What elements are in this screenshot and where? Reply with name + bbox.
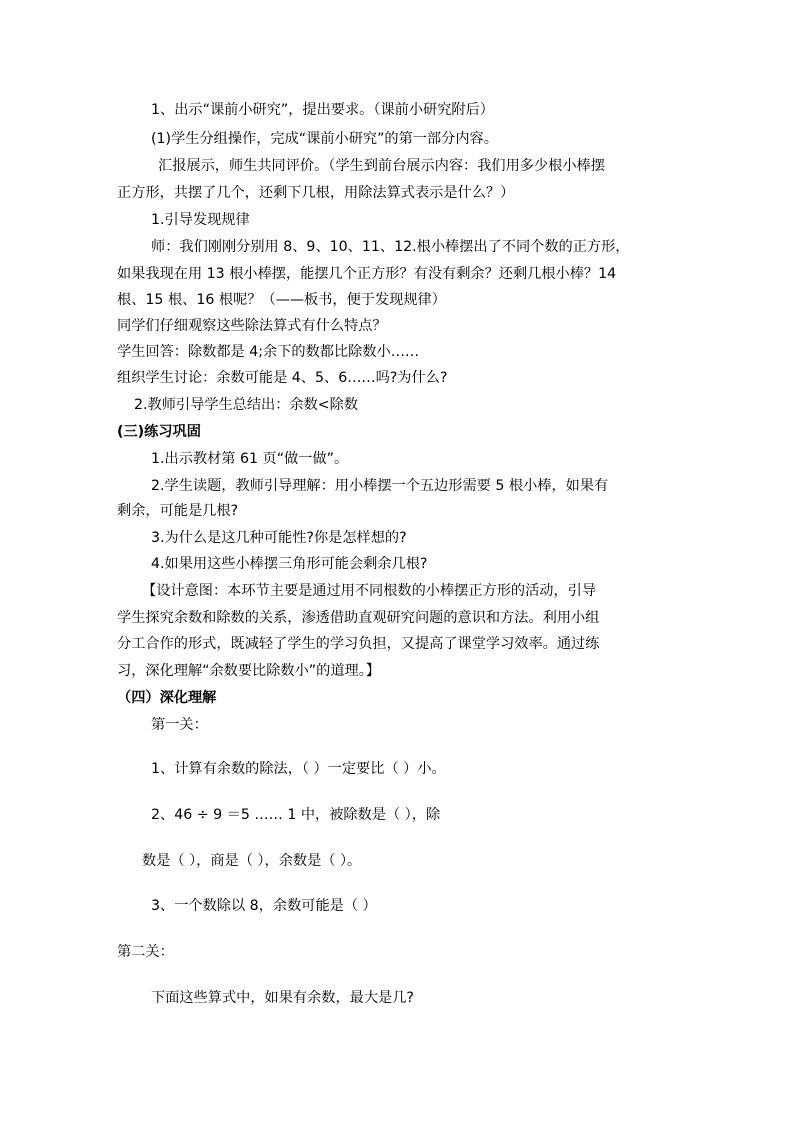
text-line: 师：我们刚刚分别用 8、9、10、11、12.根小棒摆出了不同个数的正方形， — [151, 239, 630, 255]
text-line: 1.引导发现规律 — [151, 212, 250, 228]
text-line: 第一关： — [151, 717, 208, 733]
section-heading: (三)练习巩固 — [117, 424, 201, 440]
section-heading: （四）深化理解 — [117, 690, 217, 706]
text-line: 3、一个数除以 8，余数可能是（ ） — [151, 898, 377, 914]
text-line: (1)学生分组操作，完成“课前小研究”的第一部分内容。 — [151, 131, 498, 147]
text-line: 1、出示“课前小研究”，提出要求。（课前小研究附后） — [151, 102, 494, 118]
text-line: 3.为什么是这几种可能性?你是怎样想的? — [151, 530, 407, 546]
text-line: 第二关： — [117, 944, 174, 960]
text-line: 组织学生讨论：余数可能是 4、5、6……吗?为什么? — [117, 370, 448, 386]
text-line: 2.教师引导学生总结出：余数<除数 — [134, 397, 359, 413]
text-line: 正方形，共摆了几个，还剩下几根，用除法算式表示是什么？） — [117, 185, 515, 201]
text-line: 4.如果用这些小棒摆三角形可能会剩余几根? — [151, 556, 428, 572]
text-line: 1、计算有余数的除法，（ ）一定要比（ ）小。 — [151, 761, 446, 777]
text-line: 习，深化理解“余数要比除数小”的道理。】 — [117, 663, 380, 679]
text-line: 下面这些算式中，如果有余数，最大是几? — [151, 990, 414, 1006]
text-line: 剩余，可能是几根? — [117, 503, 239, 519]
text-line: 汇报展示，师生共同评价。（学生到前台展示内容：我们用多少根小棒摆 — [158, 158, 605, 174]
text-line: 如果我现在用 13 根小棒摆，能摆几个正方形？有没有剩余？还剩几根小棒？14 — [117, 266, 617, 282]
text-line: 2、46 ÷ 9 ＝5 …… 1 中，被除数是（ ），除 — [151, 807, 441, 823]
text-line: 根、15 根、16 根呢？（——板书，便于发现规律） — [117, 292, 446, 308]
text-line: 同学们仔细观察这些除法算式有什么特点？ — [117, 318, 387, 334]
text-line: 学生回答：除数都是 4;余下的数都比除数小…… — [117, 344, 420, 360]
text-line: 数是（ ），商是（ ），余数是（ ）。 — [142, 853, 362, 869]
text-line: 【设计意图：本环节主要是通过用不同根数的小棒摆正方形的活动，引导 — [142, 583, 597, 599]
text-line: 分工合作的形式，既减轻了学生的学习负担，又提高了课堂学习效率。通过练 — [117, 636, 600, 652]
text-line: 学生探究余数和除数的关系，渗透借助直观研究问题的意识和方法。利用小组 — [117, 610, 600, 626]
text-line: 1.出示教材第 61 页“做一做”。 — [151, 451, 349, 467]
text-line: 2.学生读题，教师引导理解：用小棒摆一个五边形需要 5 根小棒，如果有 — [151, 478, 609, 494]
